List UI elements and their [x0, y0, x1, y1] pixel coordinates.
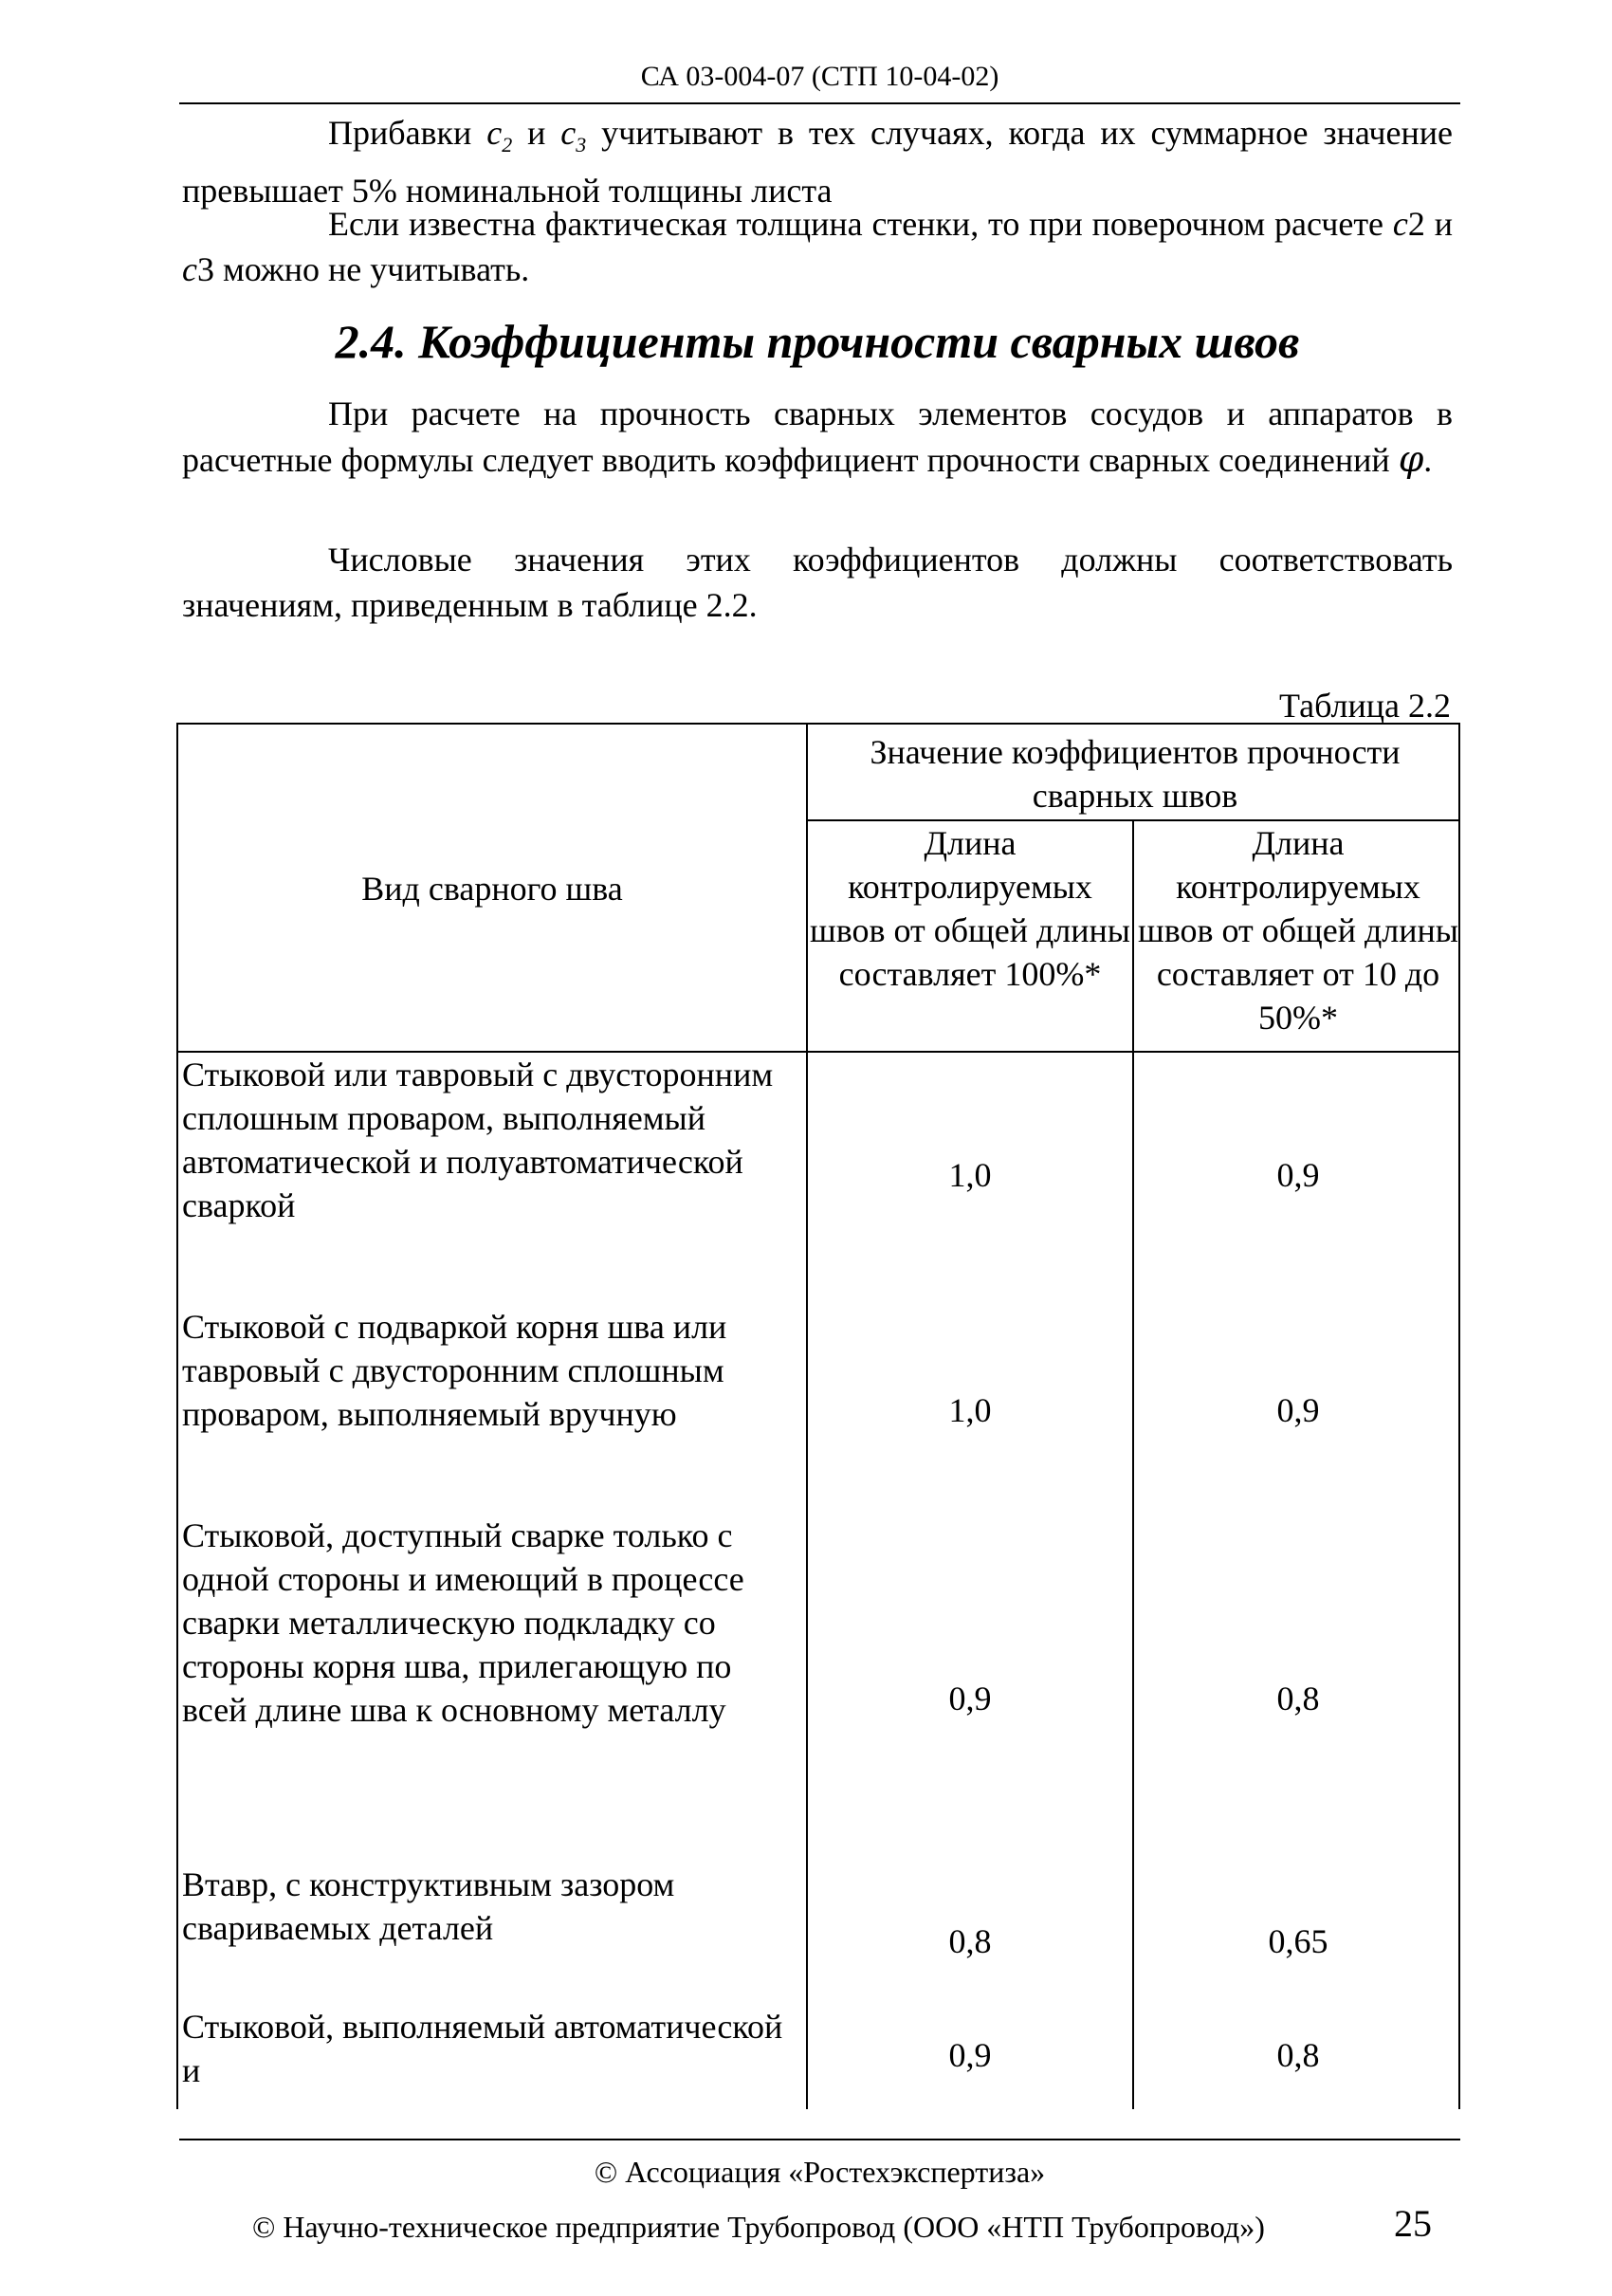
header-rule [179, 102, 1460, 104]
paragraph-table-reference: Числовые значения этих коэффициентов должны соответствовать значениям, приведенным в таблице 2.2. [182, 541, 1453, 624]
table-row-value-100: 0,8 [948, 1922, 992, 1960]
c2-symbol: c [486, 114, 503, 152]
paragraph-additions-start: Прибавки [328, 114, 487, 152]
table-row-type: Стыковой, доступный сварке только с одной стороны и имеющий в процессе сварки металлическую подкладку со стороны корня шва, прилегающую по всей длине шва к основному металлу [182, 1516, 744, 1729]
c3-symbol-inline: c [182, 250, 197, 288]
footer-rule [179, 2139, 1460, 2140]
table-row-type: Стыковой или тавровый с двусторонним сплошным проваром, выполняемый автоматической и полуавтоматической сваркой [182, 1056, 774, 1224]
footer-association: © Ассоциация «Ростехэкспертиза» [594, 2155, 1046, 2189]
column-header-weld-type: Вид сварного шва [361, 870, 623, 908]
paragraph-thickness-start: Если известна фактическая толщина стенки, то при поверочном расчете [328, 205, 1393, 243]
c2-symbol-inline: c [1392, 205, 1408, 243]
and-text-inline: и [1424, 205, 1454, 243]
table-row-type: Стыковой, выполняемый автоматической и [182, 2008, 783, 2089]
column-header-100: Длина контролируемых швов от общей длины составляет 100%* [809, 824, 1130, 993]
table-row-value-100: 1,0 [948, 1391, 992, 1429]
table-row-value-100: 0,9 [948, 1680, 992, 1717]
c3-symbol: c [560, 114, 577, 152]
footer-company: © Научно-техническое предприятие Трубопровод (ООО «НТП Трубопровод») [252, 2210, 1265, 2244]
table-row-value-10-50: 0,9 [1276, 1391, 1320, 1429]
table-row-value-100: 0,9 [948, 2036, 992, 2074]
paragraph-actual-thickness [182, 201, 1453, 292]
table-row-type: Втавр, с конструктивным зазором свариваемых деталей [182, 1865, 675, 1947]
paragraph-weld-strength-text: При расчете на прочность сварных элементов сосудов и аппаратов в расчетные формулы следует вводить коэффициент прочности сварных соединений [182, 395, 1453, 479]
column-group-header: Значение коэффициентов прочности сварных швов [870, 733, 1401, 815]
column-header-10-50: Длина контролируемых швов от общей длины составляет от 10 до 50%* [1137, 824, 1458, 1037]
c3-subscript: 3 [576, 133, 587, 157]
page-number: 25 [1394, 2202, 1432, 2245]
table-row-value-10-50: 0,8 [1276, 1680, 1320, 1717]
paragraph-additions [182, 110, 1453, 213]
paragraph-additions-end: учитывают в тех случаях, когда их суммарное значение превышает 5% номинальной толщины листа [182, 114, 1454, 211]
section-title: 2.4. Коэффициенты прочности сварных швов [335, 315, 1300, 368]
paragraph-thickness-end: можно не учитывать. [213, 250, 530, 288]
phi-symbol: φ [1398, 438, 1424, 480]
weld-coefficients-table [176, 723, 1460, 2109]
table-row-type: Стыковой с подваркой корня шва или тавровый с двусторонним сплошным проваром, выполняемый вручную [182, 1308, 727, 1433]
c3-number-inline: 3 [196, 250, 214, 288]
table-row-value-100: 1,0 [948, 1156, 992, 1194]
table-row-value-10-50: 0,8 [1276, 2036, 1320, 2074]
and-text: и [512, 114, 561, 152]
document-code-header: СА 03-004-07 (СТП 10-04-02) [640, 61, 999, 92]
paragraph-weld-strength [182, 391, 1453, 483]
table-caption: Таблица 2.2 [1279, 687, 1451, 725]
table-row-value-10-50: 0,65 [1268, 1922, 1328, 1960]
table-row-value-10-50: 0,9 [1276, 1156, 1320, 1194]
c2-subscript: 2 [502, 133, 513, 157]
c2-number-inline: 2 [1407, 205, 1425, 243]
paragraph-weld-strength-end: . [1423, 441, 1433, 479]
